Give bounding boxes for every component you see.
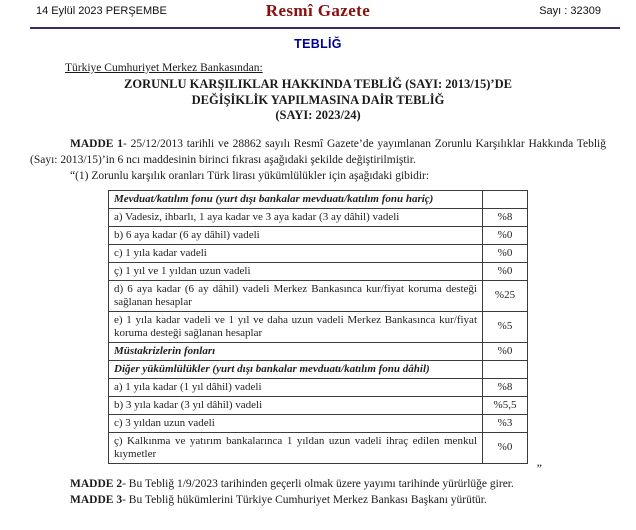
issuer-line: Türkiye Cumhuriyet Merkez Bankasından: [65, 62, 263, 74]
table-row [109, 360, 528, 378]
row-value: %25 [483, 280, 528, 311]
row-value: %0 [483, 262, 528, 280]
clause-1: “(1) Zorunlu karşılık oranları Türk lirası yükümlülükler için aşağıdaki gibidir: [70, 169, 430, 182]
row-value [483, 190, 528, 208]
masthead-rule [30, 27, 620, 29]
table-row [109, 190, 528, 208]
row-value: %5,5 [483, 396, 528, 414]
row-label: ç) Kalkınma ve yatırım bankalarınca 1 yıldan uzun vadeli ihraç edilen menkul kıymetler [109, 432, 483, 463]
reserve-ratios-table-body [109, 190, 528, 463]
row-label: c) 1 yıla kadar vadeli [109, 244, 483, 262]
article-2-lead: MADDE 2 [70, 477, 123, 490]
reserve-ratios-table [108, 190, 528, 464]
closing-articles [30, 476, 606, 509]
article-1-lead: MADDE 1 [70, 137, 123, 150]
row-value: %5 [483, 311, 528, 342]
row-value: %0 [483, 342, 528, 360]
table-row [109, 342, 528, 360]
row-label: b) 3 yıla kadar (3 yıl dâhil) vadeli [109, 396, 483, 414]
masthead [30, 0, 606, 23]
row-label: Diğer yükümlülükler (yurt dışı bankalar mevduatı/katılım fonu dâhil) [109, 360, 483, 378]
table-row [109, 244, 528, 262]
gazette-title: Resmî Gazete [265, 1, 371, 20]
gazette-date: 14 Eylül 2023 PERŞEMBE [36, 5, 167, 17]
table-row [109, 311, 528, 342]
row-value: %0 [483, 244, 528, 262]
table-row [109, 396, 528, 414]
row-value [483, 360, 528, 378]
row-value: %0 [483, 226, 528, 244]
table-row [109, 226, 528, 244]
article-3-text: - Bu Tebliğ hükümlerini Türkiye Cumhuriyet Merkez Bankası Başkanı yürütür. [122, 494, 487, 506]
row-label: d) 6 aya kadar (6 ay dâhil) vadeli Merkez Bankasınca kur/fiyat koruma desteği sağlanan hesaplar [109, 280, 483, 311]
table-row [109, 378, 528, 396]
closing-quote-mark: ” [536, 460, 542, 475]
notice-title-line3: (SAYI: 2023/24) [275, 108, 361, 122]
row-label: b) 6 aya kadar (6 ay dâhil) vadeli [109, 226, 483, 244]
row-label: a) Vadesiz, ihbarlı, 1 aya kadar ve 3 aya kadar (3 ay dâhil) vadeli [109, 208, 483, 226]
row-value: %8 [483, 208, 528, 226]
row-value: %0 [483, 432, 528, 463]
article-2-text: - Bu Tebliğ 1/9/2023 tarihinden geçerli olmak üzere yayımı tarihinde yürürlüğe girer. [122, 477, 514, 490]
row-value: %3 [483, 414, 528, 432]
notice-title-line2: DEĞİŞİKLİK YAPILMASINA DAİR TEBLİĞ [191, 92, 445, 107]
row-value: %8 [483, 378, 528, 396]
row-label: e) 1 yıla kadar vadeli ve 1 yıl ve daha uzun vadeli Merkez Bankasınca kur/fiyat koruma desteği sağlanan hesaplar [109, 311, 483, 342]
table-row [109, 280, 528, 311]
article-2 [30, 476, 606, 493]
table-row [109, 208, 528, 226]
row-label: Müstakrizlerin fonları [109, 342, 483, 360]
table-row [109, 432, 528, 463]
article-3 [30, 492, 606, 509]
row-label: ç) 1 yıl ve 1 yıldan uzun vadeli [109, 262, 483, 280]
row-label: a) 1 yıla kadar (1 yıl dâhil) vadeli [109, 378, 483, 396]
issue-number: Sayı : 32309 [539, 5, 601, 17]
section-heading: TEBLİĞ [294, 37, 342, 51]
row-label: Mevduat/katılım fonu (yurt dışı bankalar mevduatı/katılım fonu hariç) [109, 190, 483, 208]
article-3-lead: MADDE 3 [70, 494, 123, 506]
notice-title [30, 77, 606, 124]
table-row [109, 414, 528, 432]
article-1 [30, 136, 606, 168]
table-row [109, 262, 528, 280]
article-1-text: - 25/12/2013 tarihli ve 28862 sayılı Resmî Gazete’de yayımlanan Zorunlu Karşılıklar Hakkında Tebliğ (Sayı: 2013/15)’in 6 ncı maddesinin birinci fıkrası aşağıdaki şekilde değiştirilmiştir. [30, 137, 606, 166]
row-label: c) 3 yıldan uzun vadeli [109, 414, 483, 432]
notice-title-line1: ZORUNLU KARŞILIKLAR HAKKINDA TEBLİĞ (SAYI: 2013/15)’DE [124, 77, 512, 91]
